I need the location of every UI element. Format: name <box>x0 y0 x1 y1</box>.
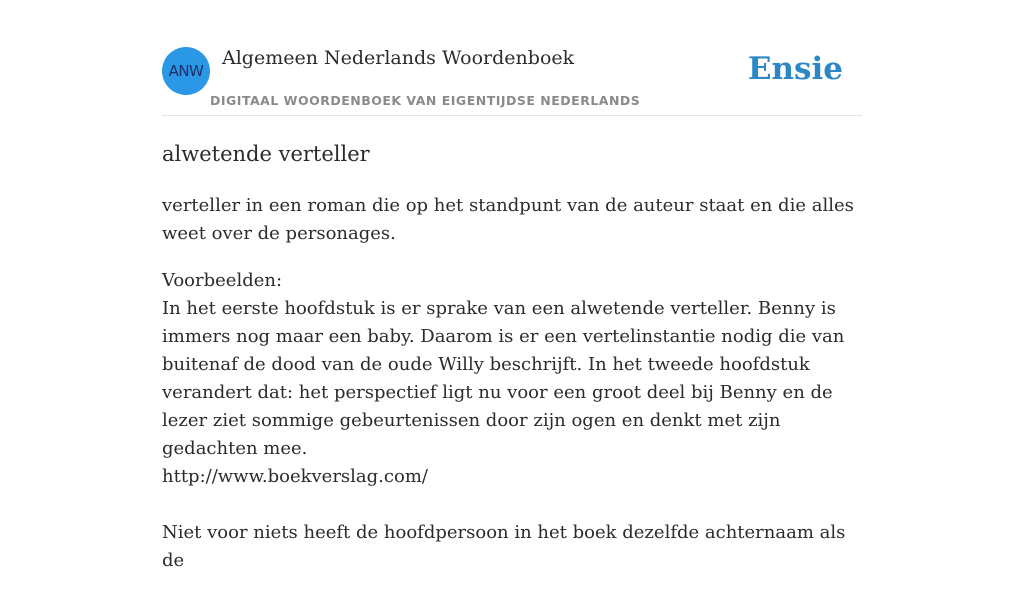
entry-content <box>162 140 870 603</box>
ensie-brand-logo[interactable]: Ensie <box>747 51 843 87</box>
example-source-link[interactable]: http://www.boekverslag.com/ <box>162 466 428 487</box>
example-text: Niet voor niets heeft de hoofdpersoon in het boek dezelfde achternaam als de <box>162 522 846 571</box>
dictionary-subtitle: DIGITAAL WOORDENBOEK VAN EIGENTIJDSE NEDERLANDS <box>210 93 641 108</box>
entry-definition: verteller in een roman die op het standpunt van de auteur staat en die alles weet over de personages. <box>162 195 854 244</box>
example-item <box>162 295 870 491</box>
header-divider <box>162 115 862 116</box>
dictionary-title[interactable]: Algemeen Nederlands Woordenboek <box>222 47 575 69</box>
example-text: In het eerste hoofdstuk is er sprake van een alwetende verteller. Benny is immers nog maar een baby. Daarom is er een vertelinstantie nodig die van buitenaf de dood van de oude Willy beschrijft. In het tweede hoofdstuk verandert dat: het perspectief ligt nu voor een groot deel bij Benny en de lezer ziet sommige gebeurtenissen door zijn ogen en denkt met zijn gedachten mee. <box>162 298 845 459</box>
example-item <box>162 519 870 575</box>
examples-label: Voorbeelden: <box>162 270 283 291</box>
anw-logo[interactable]: ANW <box>162 47 210 95</box>
entry-term: alwetende verteller <box>162 142 370 166</box>
